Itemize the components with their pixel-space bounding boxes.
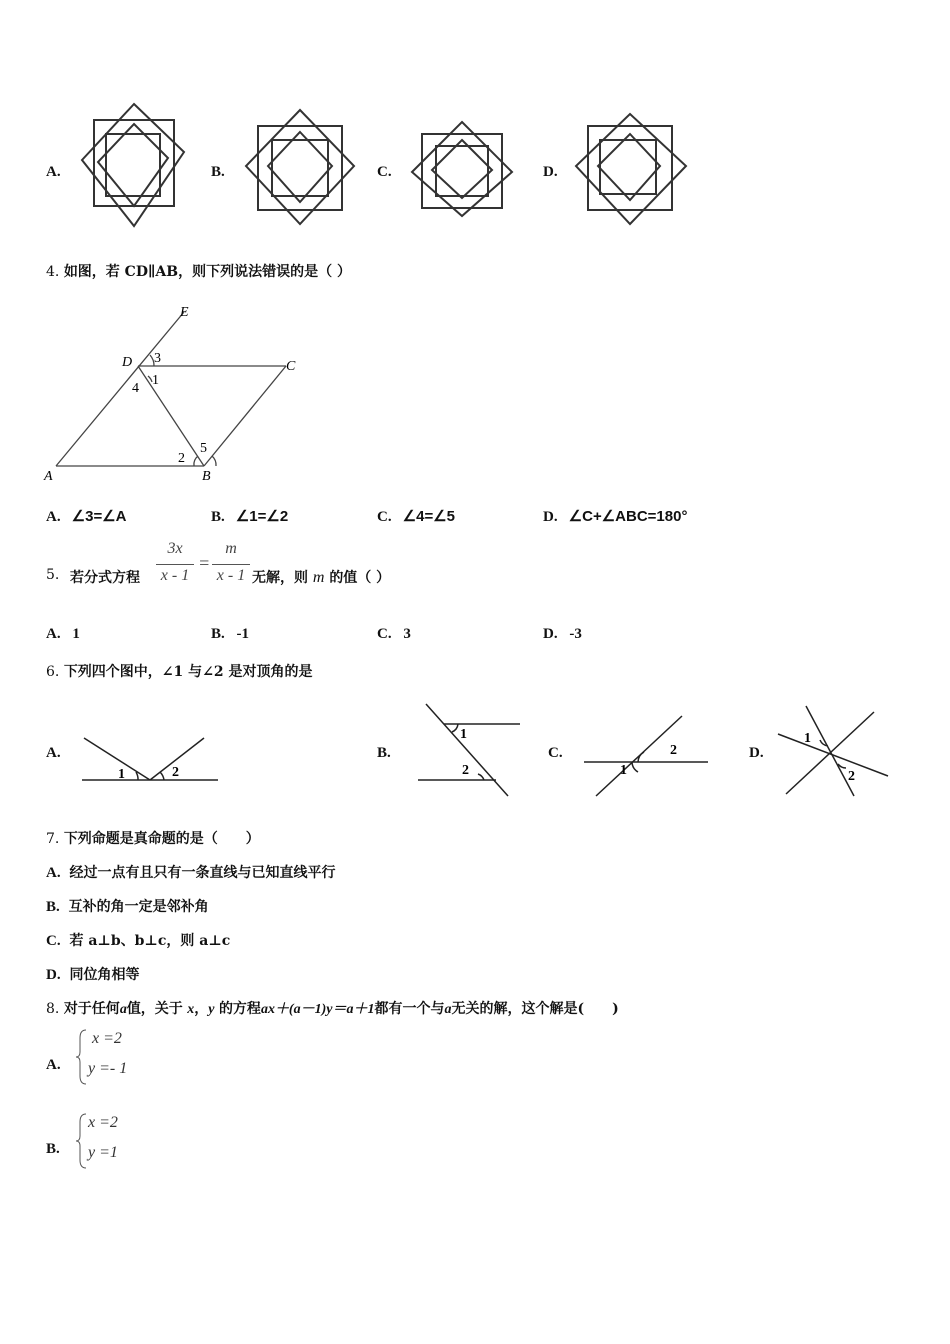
q6-number: 6. <box>46 664 60 680</box>
q3-option-a-figure <box>76 102 192 230</box>
q7-option-d-label: D. <box>46 967 61 983</box>
q4-option-d-text: ∠C+∠ABC=180° <box>568 508 688 525</box>
q8-b-line2: y =1 <box>88 1144 118 1161</box>
q4-angle-4: 4 <box>132 381 139 396</box>
q8-comma: ， <box>194 1001 209 1017</box>
q5-option-c[interactable] <box>377 626 411 643</box>
q6-option-b-label[interactable]: B. <box>377 745 391 761</box>
q8-var-y: y <box>208 1002 215 1017</box>
q5-rhs-denominator: x - 1 <box>216 567 246 584</box>
q4-number: 4. <box>46 264 60 280</box>
q5-suffix <box>252 567 390 587</box>
q5-option-a-label: A. <box>46 626 61 642</box>
q4-label-c: C <box>286 359 296 374</box>
q4-option-a[interactable] <box>46 506 127 526</box>
q3-option-c-figure <box>406 120 518 218</box>
q6-option-d-label[interactable]: D. <box>749 745 764 761</box>
q5-option-b-text: -1 <box>236 626 250 642</box>
q7-stem <box>46 828 260 848</box>
q4-label-e: E <box>180 305 189 320</box>
q8-b-line1: x =2 <box>88 1114 118 1131</box>
q8-a-line1: x =2 <box>92 1030 122 1047</box>
q6-option-d-figure <box>776 704 892 798</box>
q6-option-a-figure <box>80 734 220 784</box>
q4-label-b: B <box>202 469 211 484</box>
q5-number: 5. <box>46 567 60 583</box>
q3-option-d-label[interactable]: D. <box>543 164 558 180</box>
q7-option-d-text: 同位角相等 <box>69 967 140 983</box>
q8-option-a-system[interactable] <box>76 1028 156 1088</box>
q5-rhs-numerator: m <box>225 540 237 557</box>
q4-option-b[interactable] <box>211 506 288 526</box>
q8-stem-a: 对于任何 <box>63 1001 120 1017</box>
q3-option-d-figure <box>572 110 690 228</box>
q4-stem <box>46 261 351 281</box>
q5-option-c-text: 3 <box>403 626 411 642</box>
q8-option-b-system[interactable] <box>76 1112 156 1172</box>
q8-var-x: x <box>187 1002 195 1017</box>
q8-number: 8. <box>46 1001 60 1017</box>
q7-option-a[interactable] <box>46 862 335 882</box>
q7-option-b[interactable] <box>46 896 209 916</box>
q5-option-d[interactable] <box>543 626 582 643</box>
q3-option-b-label[interactable]: B. <box>211 164 225 180</box>
q5-prefix: 若分式方程 <box>70 570 140 586</box>
q8-option-b-label[interactable]: B. <box>46 1141 60 1157</box>
q4-option-c-text: ∠4=∠5 <box>402 508 456 525</box>
q8-stem-c: 的方程 <box>218 1001 261 1017</box>
q8-var-a: a <box>119 1002 127 1017</box>
q3-option-a-label[interactable]: A. <box>46 164 61 180</box>
q7-option-a-label: A. <box>46 865 61 881</box>
q7-option-c[interactable] <box>46 930 230 950</box>
q4-angle-5: 5 <box>200 441 207 456</box>
q7-option-a-text: 经过一点有且只有一条直线与已知直线平行 <box>69 865 336 881</box>
q4-parallel-figure <box>40 300 320 485</box>
q7-number: 7. <box>46 831 60 847</box>
q7-stem-text: 下列命题是真命题的是（ ） <box>63 831 260 847</box>
q4-option-a-text: ∠3=∠A <box>71 508 127 525</box>
q8-option-a-label[interactable]: A. <box>46 1057 61 1073</box>
q7-option-c-label: C. <box>46 933 61 949</box>
q6-stem <box>46 661 313 681</box>
q4-label-a: A <box>44 469 53 484</box>
q6-option-b-figure <box>416 702 522 798</box>
q5-option-b-label: B. <box>211 626 225 642</box>
q5-option-d-label: D. <box>543 626 558 642</box>
q4-option-c[interactable] <box>377 506 455 526</box>
q7-option-d[interactable] <box>46 964 139 984</box>
q5-lhs-numerator: 3x <box>167 540 183 557</box>
q4-angle-1: 1 <box>152 373 159 388</box>
q6-b-angle-2: 2 <box>462 763 469 778</box>
q6-c-angle-1: 1 <box>620 763 627 778</box>
q4-option-b-text: ∠1=∠2 <box>235 508 289 525</box>
q6-stem-text: 下列四个图中，∠1 与∠2 是对顶角的是 <box>63 664 313 680</box>
q4-option-d-label: D. <box>543 509 558 525</box>
q4-label-d: D <box>122 355 133 370</box>
q4-option-a-label: A. <box>46 509 61 525</box>
q5-option-a[interactable] <box>46 626 80 643</box>
q5-option-b[interactable] <box>211 626 249 643</box>
q6-a-angle-2: 2 <box>172 765 179 780</box>
q6-a-angle-1: 1 <box>118 767 125 782</box>
q4-angle-2: 2 <box>178 451 185 466</box>
q4-option-b-label: B. <box>211 509 225 525</box>
q4-option-c-label: C. <box>377 509 392 525</box>
q5-option-c-label: C. <box>377 626 392 642</box>
q7-option-c-text: 若 a⊥b、b⊥c，则 a⊥c <box>69 933 231 949</box>
q5-suffix-a: 无解，则 <box>252 570 308 586</box>
q6-c-angle-2: 2 <box>670 743 677 758</box>
q3-option-c-label[interactable]: C. <box>377 164 392 180</box>
q5-rhs-fraction <box>212 540 250 585</box>
q8-stem-d: 都有一个与 <box>374 1001 445 1017</box>
q5-lhs-fraction <box>156 540 194 585</box>
q6-d-angle-2: 2 <box>848 769 855 784</box>
q8-a-line2: y =- 1 <box>88 1060 128 1077</box>
q5-suffix-b: 的值（ ） <box>329 570 391 586</box>
q6-d-angle-1: 1 <box>804 731 811 746</box>
q4-stem-text: 如图，若 CD∥AB，则下列说法错误的是（ ） <box>63 264 351 280</box>
q4-angle-3: 3 <box>154 351 161 366</box>
q5-option-a-text: 1 <box>72 626 80 642</box>
q8-var-a2: a <box>444 1002 452 1017</box>
q6-option-c-label[interactable]: C. <box>548 745 563 761</box>
q6-option-c-figure <box>582 714 712 798</box>
q5-lhs-denominator: x - 1 <box>160 567 190 584</box>
q7-option-b-label: B. <box>46 899 60 915</box>
q8-stem-e: 无关的解，这个解是( ) <box>451 1001 619 1017</box>
q3-option-b-figure <box>242 108 358 228</box>
q8-stem <box>46 998 619 1018</box>
q5-equals: = <box>198 553 211 573</box>
q8-equation: ax＋(a－1)y＝a＋1 <box>260 1002 375 1017</box>
q5-option-d-text: -3 <box>569 626 582 642</box>
q6-b-angle-1: 1 <box>460 727 467 742</box>
q6-option-a-label[interactable]: A. <box>46 745 61 761</box>
q8-stem-b: 值，关于 <box>126 1001 183 1017</box>
q4-option-d[interactable] <box>543 506 687 526</box>
q5-var-m: m <box>312 569 325 586</box>
q7-option-b-text: 互补的角一定是邻补角 <box>68 899 209 915</box>
